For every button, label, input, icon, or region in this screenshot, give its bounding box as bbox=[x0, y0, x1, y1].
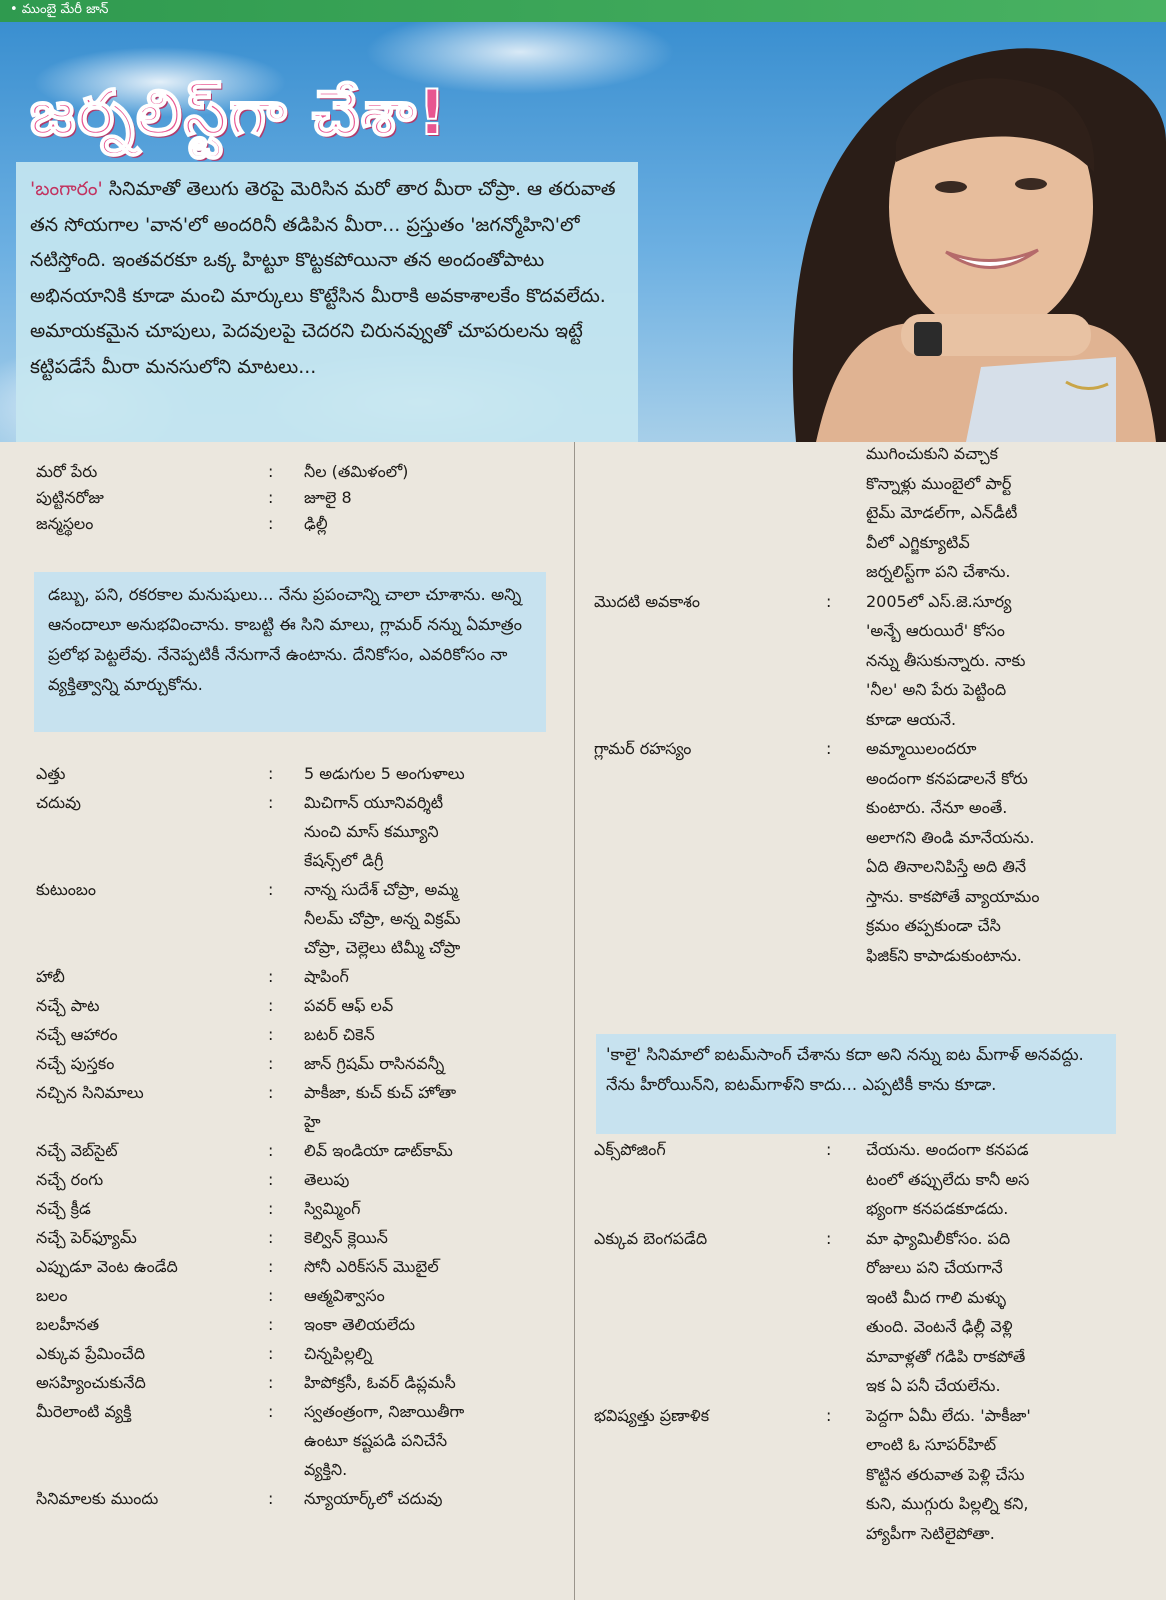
profile-value: బటర్ చికెన్ bbox=[304, 1025, 375, 1044]
profile-value: పవర్ ఆఫ్ లవ్ bbox=[304, 996, 394, 1015]
profile-label: ఎప్పుడూ వెంట ఉండేది bbox=[36, 1257, 178, 1276]
profile-label: కుటుంబం bbox=[36, 880, 97, 899]
profile-colon: : bbox=[268, 996, 274, 1015]
profile-value: ఫిజిక్‌ని కాపాడుకుంటాను. bbox=[866, 945, 1022, 965]
profile-value: న్యూయార్క్‌లో చదువు bbox=[304, 1489, 443, 1508]
profile-value: స్తాను. కాకపోతే వ్యాయామం bbox=[866, 886, 1040, 906]
profile-left-top bbox=[36, 462, 556, 582]
profile-value: భ్యంగా కనపడకూడదు. bbox=[866, 1199, 1009, 1218]
profile-value: లాంటి ఓ సూపర్‌హిట్ bbox=[866, 1435, 997, 1454]
profile-value: ఉంటూ కష్టపడి పనిచేసే bbox=[304, 1431, 448, 1450]
profile-value: కెల్విన్ క్లెయిన్ bbox=[304, 1228, 388, 1247]
profile-label: ఎక్కువ ప్రేమించేది bbox=[36, 1344, 146, 1363]
profile-label: పుట్టినరోజు bbox=[36, 488, 104, 507]
profile-value: ఇంటి మీద గాలి మళ్ళు bbox=[866, 1287, 1007, 1307]
profile-colon: : bbox=[268, 1199, 274, 1218]
profile-value: టంలో తప్పులేదు కానీ అస bbox=[866, 1169, 1030, 1189]
profile-colon: : bbox=[268, 462, 274, 481]
profile-colon: : bbox=[268, 880, 274, 899]
profile-label: నచ్చే రంగు bbox=[36, 1170, 104, 1189]
profile-label: భవిష్యత్తు ప్రణాళిక bbox=[594, 1405, 710, 1425]
profile-colon: : bbox=[268, 1402, 274, 1421]
profile-colon: : bbox=[268, 1170, 274, 1189]
profile-colon: : bbox=[268, 793, 274, 812]
profile-value: హై bbox=[304, 1112, 321, 1131]
profile-colon: : bbox=[826, 1228, 832, 1248]
profile-colon: : bbox=[268, 1344, 274, 1363]
profile-colon: : bbox=[268, 514, 274, 533]
profile-colon: : bbox=[268, 1083, 274, 1102]
profile-value: క్రమం తప్పకుండా చేసి bbox=[866, 916, 1001, 935]
profile-colon: : bbox=[268, 1054, 274, 1073]
profile-colon: : bbox=[268, 1228, 274, 1247]
profile-label: నచ్చే వెబ్‌సైట్ bbox=[36, 1141, 118, 1160]
profile-value: టైమ్ మోడల్‌గా, ఎన్‌డీటీ bbox=[866, 503, 1018, 522]
profile-value: వ్యక్తిని. bbox=[304, 1460, 348, 1479]
profile-value: జూలై 8 bbox=[304, 488, 352, 507]
actress-photo bbox=[646, 22, 1166, 442]
profile-value: 'నీల' అని పేరు పెట్టింది bbox=[866, 680, 1007, 699]
profile-colon: : bbox=[268, 1257, 274, 1276]
profile-value: తుంది. వెంటనే ఢిల్లీ వెళ్లి bbox=[866, 1317, 1013, 1336]
profile-value: హిపోక్రసీ, ఓవర్ డిప్లమసీ bbox=[304, 1373, 456, 1392]
profile-colon: : bbox=[268, 1025, 274, 1044]
profile-value: నీల (తమిళంలో) bbox=[304, 462, 409, 481]
column-divider bbox=[574, 442, 575, 1600]
profile-label: ఎక్కువ బెంగపడేది bbox=[594, 1228, 708, 1248]
profile-value: నన్ను తీసుకున్నారు. నాకు bbox=[866, 650, 1026, 670]
profile-colon: : bbox=[268, 967, 274, 986]
quote-left-text: డబ్బు, పని, రకరకాల మనుషులు... నేను ప్రపంచాన్ని చాలా చూశాను. అన్ని ఆనందాలూ అనుభవించాను. కాబట్టి ఈ సిని మాలు, గ్లామర్ నన్ను ఏమాత్రం ప్రలోభ పెట్టలేవు. నేనెప్పటికీ నేనుగానే ఉంటాను. దేనికోసం, ఎవరికోసం నా వ్యక్తిత్వాన్ని మార్చుకోను. bbox=[48, 585, 523, 694]
profile-colon: : bbox=[268, 764, 274, 783]
profile-colon: : bbox=[268, 1489, 274, 1508]
profile-value: స్విమ్మింగ్ bbox=[304, 1199, 361, 1218]
profile-value: ఆత్మవిశ్వాసం bbox=[304, 1286, 385, 1305]
section-banner bbox=[0, 0, 1166, 22]
profile-value: చిన్నపిల్లల్ని bbox=[304, 1344, 373, 1363]
profile-value: నాన్న సుదేశ్ చోప్రా, అమ్మ bbox=[304, 880, 459, 899]
hero-banner bbox=[0, 22, 1166, 442]
profile-label: నచ్చే క్రీడ bbox=[36, 1199, 91, 1218]
profile-label: చదువు bbox=[36, 793, 81, 812]
profile-value: 5 అడుగుల 5 అంగుళాలు bbox=[304, 764, 465, 783]
profile-label: మొదటి అవకాశం bbox=[594, 591, 700, 611]
profile-value: ఇక ఏ పనీ చేయలేను. bbox=[866, 1376, 1001, 1395]
intro-box bbox=[16, 162, 638, 442]
profile-value: సోనీ ఎరిక్‌సన్ మొబైల్ bbox=[304, 1257, 439, 1276]
profile-value: అందంగా కనపడాలనే కోరు bbox=[866, 768, 1028, 788]
quote-box-left bbox=[34, 572, 546, 732]
quote-right-text: 'కాలై' సినిమాలో ఐటమ్‌సాంగ్ చేశాను కదా అని నన్ను ఐట మ్‌గాళ్ అనవద్దు. నేను హీరోయిన్‌ని, ఐటమ్‌గాళ్‌ని కాదు... ఎప్పటికీ కాను కూడా. bbox=[606, 1045, 1084, 1094]
profile-label: బలహీనత bbox=[36, 1315, 100, 1334]
profile-colon: : bbox=[268, 1315, 274, 1334]
profile-colon: : bbox=[826, 1405, 832, 1425]
profile-value: కుంటారు. నేనూ అంతే. bbox=[866, 798, 1008, 817]
profile-label: మరో పేరు bbox=[36, 462, 98, 481]
profile-value: హ్యాపీగా సెటిలైపోతా. bbox=[866, 1523, 995, 1543]
profile-value: షాపింగ్ bbox=[304, 967, 349, 986]
profile-label: అసహ్యించుకునేది bbox=[36, 1373, 146, 1392]
profile-value: అమ్మాయిలందరూ bbox=[866, 739, 977, 758]
profile-left-main bbox=[36, 764, 556, 1564]
profile-value: జాన్ గ్రిషమ్ రాసినవన్నీ bbox=[304, 1054, 445, 1073]
profile-value: లివ్ ఇండియా డాట్‌కామ్ bbox=[304, 1141, 453, 1160]
headline: జర్నలిస్ట్‌గా చేశా! bbox=[30, 76, 449, 149]
profile-value: మిచిగాన్ యూనివర్శిటీ bbox=[304, 793, 444, 812]
section-title: • ముంబై మేరీ జాన్ bbox=[10, 2, 109, 17]
profile-label: ఎక్స్‌పోజింగ్ bbox=[594, 1140, 666, 1159]
profile-label: జన్మస్థలం bbox=[36, 514, 94, 533]
profile-value: చోప్రా, చెల్లెలు టిమ్మీ చోప్రా bbox=[304, 938, 461, 957]
intro-text: సినిమాతో తెలుగు తెరపై మెరిసిన మరో తార మీరా చోప్రా. ఆ తరువాత తన సోయగాల 'వాన'లో అందరినీ తడిపిన మీరా... ప్రస్తుతం 'జగన్మోహిని'లో నటిస్తోంది. ఇంతవరకూ ఒక్క హిట్టూ కొట్టకపోయినా తన అందంతోపాటు అభినయానికి కూడా మంచి మార్కులు కొట్టేసిన మీరాకి అవకాశాలకేం కొదవలేదు. అమాయకమైన చూపులు, పెదవులపై చెదరని చిరునవ్వుతో చూపరులను ఇట్టే కట్టిపడేసే మీరా మనసులోని మాటలు... bbox=[30, 178, 616, 378]
profile-value: తెలుపు bbox=[304, 1170, 350, 1189]
profile-value: ఢిల్లీ bbox=[304, 514, 328, 533]
profile-value: ఇంకా తెలియలేదు bbox=[304, 1315, 416, 1334]
profile-value: పాకీజా, కుచ్ కుచ్ హోతా bbox=[304, 1083, 457, 1102]
profile-right-bottom bbox=[594, 1140, 1154, 1580]
profile-value: 'అన్బే ఆరుయిరే' కోసం bbox=[866, 621, 1005, 640]
profile-label: ఎత్తు bbox=[36, 764, 66, 783]
intro-highlight: 'బంగారం' bbox=[30, 178, 103, 200]
profile-label: బలం bbox=[36, 1286, 68, 1305]
profile-value: జర్నలిస్ట్‌గా పని చేశాను. bbox=[866, 562, 1011, 581]
profile-value: మా ఫ్యామిలీకోసం. పది bbox=[866, 1228, 1011, 1248]
profile-colon: : bbox=[268, 1373, 274, 1392]
profile-value: కుని, ముగ్గురు పిల్లల్ని కని, bbox=[866, 1494, 1029, 1513]
profile-colon: : bbox=[826, 591, 832, 611]
profile-value: మావాళ్లతో గడిపి రాకపోతే bbox=[866, 1346, 1026, 1366]
profile-colon: : bbox=[268, 488, 274, 507]
quote-box-right bbox=[596, 1034, 1116, 1134]
profile-value: ముగించుకుని వచ్చాక bbox=[866, 444, 998, 463]
profile-value: ఏది తినాలనిపిస్తే అది తినే bbox=[866, 857, 1027, 876]
profile-label: గ్లామర్ రహస్యం bbox=[594, 739, 692, 758]
profile-value: కొట్టిన తరువాత పెళ్లి చేసు bbox=[866, 1464, 1025, 1484]
profile-label: సినిమాలకు ముందు bbox=[36, 1489, 159, 1508]
profile-value: పెద్దగా ఏమీ లేదు. 'పాకీజా' bbox=[866, 1405, 1031, 1425]
profile-right-top bbox=[594, 444, 1154, 1004]
profile-value: నీలమ్ చోప్రా, అన్న విక్రమ్ bbox=[304, 909, 461, 928]
profile-label: నచ్చిన సినిమాలు bbox=[36, 1083, 144, 1102]
profile-label: నచ్చే పుస్తకం bbox=[36, 1054, 115, 1073]
profile-value: కూడా ఆయనే. bbox=[866, 709, 957, 729]
profile-value: కేషన్స్‌లో డిగ్రీ bbox=[304, 851, 384, 870]
profile-colon: : bbox=[268, 1286, 274, 1305]
profile-label: నచ్చే పెర్‌ఫ్యూమ్ bbox=[36, 1228, 137, 1247]
profile-label: మీరెలాంటి వ్యక్తి bbox=[36, 1402, 132, 1421]
profile-value: వీలో ఎగ్జిక్యూటివ్ bbox=[866, 532, 970, 552]
profile-value: అలాగని తిండి మానేయను. bbox=[866, 827, 1035, 847]
profile-label: నచ్చే పాట bbox=[36, 996, 100, 1015]
profile-value: చేయను. అందంగా కనపడ bbox=[866, 1140, 1029, 1159]
profile-value: నుంచి మాస్ కమ్యూని bbox=[304, 822, 439, 841]
profile-value: కొన్నాళ్లు ముంబైలో పార్ట్ bbox=[866, 473, 1012, 493]
profile-value: రోజులు పని చేయగానే bbox=[866, 1258, 1003, 1277]
profile-colon: : bbox=[826, 1140, 832, 1159]
profile-label: నచ్చే ఆహారం bbox=[36, 1025, 118, 1044]
profile-value: స్వతంత్రంగా, నిజాయితీగా bbox=[304, 1402, 465, 1421]
profile-value: 2005లో ఎస్.జె.సూర్య bbox=[866, 591, 1012, 611]
profile-colon: : bbox=[826, 739, 832, 758]
profile-colon: : bbox=[268, 1141, 274, 1160]
profile-label: హాబీ bbox=[36, 967, 65, 986]
